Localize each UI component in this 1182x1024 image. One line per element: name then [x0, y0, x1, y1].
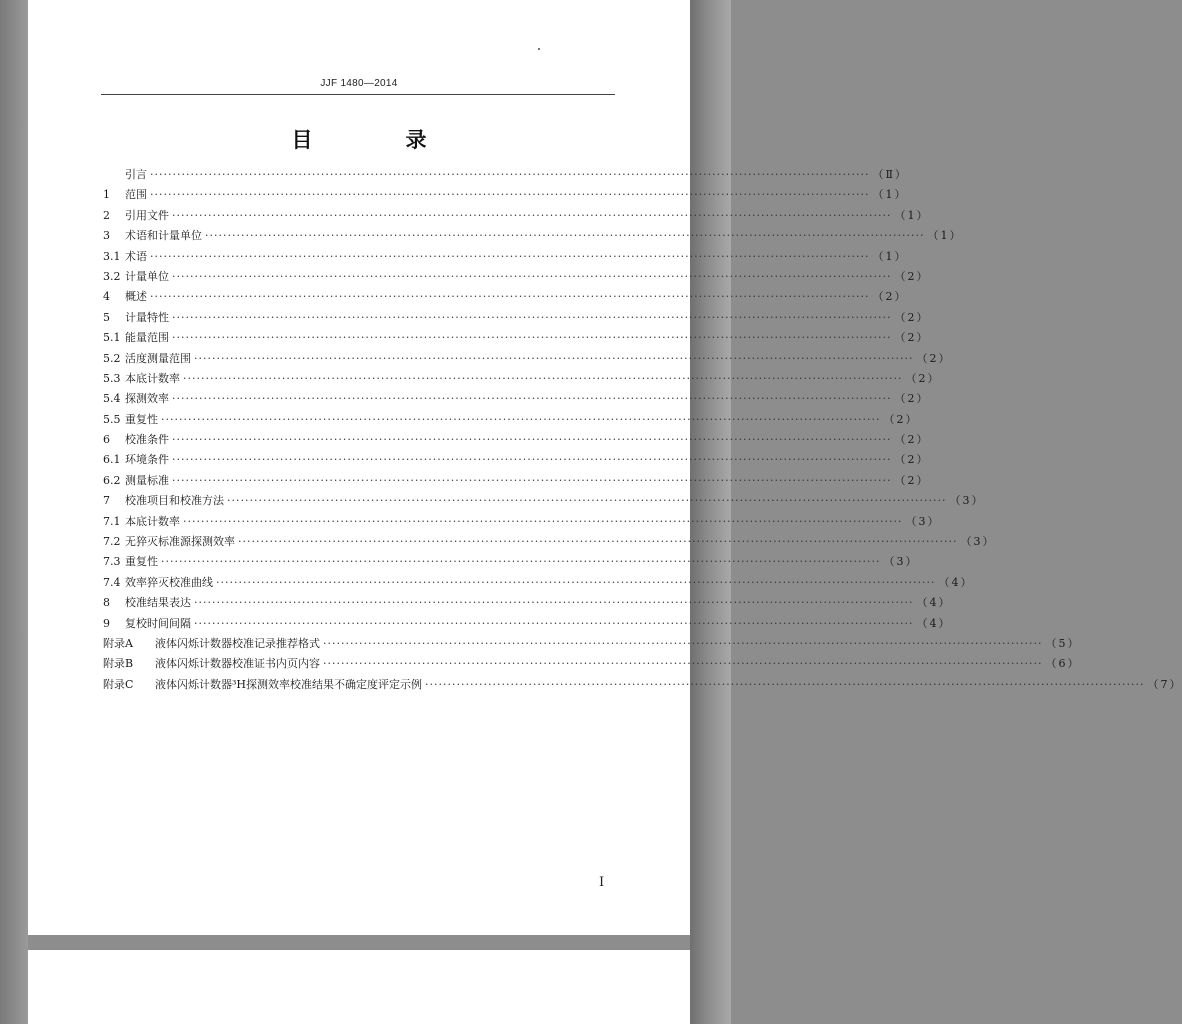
toc-entry-page: （3）: [905, 514, 941, 528]
toc-entry-page: （3）: [949, 494, 985, 508]
toc-entry-number: 6.2: [103, 473, 121, 487]
toc-entry-number: 3.2: [103, 269, 121, 283]
toc-entry[interactable]: [103, 593, 952, 613]
toc-entry-number: 3.1: [103, 249, 121, 263]
toc-entry-title: 环境条件: [125, 453, 169, 467]
toc-dot-leader: ································································································································································: [194, 616, 914, 630]
toc-entry-number: 7.1: [103, 514, 121, 528]
toc-dot-leader: ································································································································································: [172, 473, 892, 487]
toc-dot-leader: ································································································································································: [172, 453, 892, 467]
toc-entry-number: 8: [103, 596, 110, 610]
toc-entry[interactable]: [103, 267, 930, 287]
scan-speck: [538, 48, 540, 50]
toc-dot-leader: ································································································································································: [172, 269, 892, 283]
toc-entry[interactable]: [103, 675, 1182, 695]
toc-entry[interactable]: [103, 654, 1081, 674]
toc-entry-page: （1）: [894, 208, 930, 222]
toc-entry[interactable]: [103, 512, 941, 532]
toc-entry-title: 引用文件: [125, 208, 169, 222]
toc-entry-number: 7.4: [103, 575, 121, 589]
toc-entry[interactable]: [103, 634, 1081, 654]
toc-entry-title: 概述: [125, 290, 147, 304]
toc-entry-page: （Ⅱ）: [872, 168, 908, 181]
toc-entry-title: 引言: [125, 168, 147, 181]
toc-entry-number: 5.3: [103, 371, 121, 385]
toc-entry-number: 1: [103, 188, 110, 202]
toc-entry-title: 校准项目和校准方法: [125, 494, 224, 508]
toc-entry-title: 本底计数率: [125, 371, 180, 385]
toc-entry[interactable]: [103, 328, 930, 348]
toc-entry-title: 探测效率: [125, 392, 169, 406]
toc-dot-leader: ································································································································································: [150, 249, 870, 263]
toc-entry-page: （1）: [872, 249, 908, 263]
toc-entry-title: 能量范围: [125, 331, 169, 345]
toc-entry-page: （4）: [938, 575, 974, 589]
toc-entry[interactable]: [103, 308, 930, 328]
toc-dot-leader: ································································································································································: [172, 208, 892, 222]
toc-dot-leader: ································································································································································: [183, 371, 903, 385]
toc-dot-leader: ································································································································································: [172, 392, 892, 406]
toc-entry-title: 范围: [125, 188, 147, 202]
toc-entry-title: 复校时间间隔: [125, 616, 191, 630]
toc-entry-page: （2）: [894, 473, 930, 487]
toc-entry[interactable]: [103, 185, 908, 205]
viewer-background-left: [0, 0, 28, 1024]
toc-entry-page: （4）: [916, 596, 952, 610]
next-document-page: [28, 950, 690, 1024]
toc-entry-page: （2）: [894, 331, 930, 345]
toc-entry[interactable]: [103, 287, 908, 307]
toc-entry-number: 附录C: [103, 677, 134, 691]
toc-entry-page: （2）: [883, 412, 919, 426]
toc-entry-page: （2）: [905, 371, 941, 385]
toc-entry-number: 7.2: [103, 535, 121, 549]
toc-dot-leader: ································································································································································: [172, 310, 892, 324]
toc-dot-leader: ································································································································································: [161, 555, 881, 569]
document-page: [28, 0, 1182, 935]
toc-entry-page: （2）: [894, 433, 930, 447]
toc-dot-leader: ································································································································································: [150, 290, 870, 304]
toc-entry-title: 术语和计量单位: [125, 229, 202, 243]
toc-entry-page: （6）: [1045, 657, 1081, 671]
toc-dot-leader: ································································································································································: [194, 351, 914, 365]
toc-entry-number: 7: [103, 494, 110, 508]
toc-entry-page: （3）: [960, 535, 996, 549]
toc-entry-page: （4）: [916, 616, 952, 630]
toc-entry-page: （7）: [1147, 677, 1182, 691]
toc-entry[interactable]: [103, 552, 919, 572]
toc-entry[interactable]: [103, 532, 996, 552]
toc-entry-page: （2）: [894, 269, 930, 283]
toc-entry[interactable]: [103, 206, 930, 226]
toc-entry-title: 本底计数率: [125, 514, 180, 528]
toc-entry-title: 液体闪烁计数器校准记录推荐格式: [155, 636, 320, 650]
toc-entry[interactable]: [103, 614, 952, 634]
toc-entry-number: 3: [103, 229, 110, 243]
toc-entry[interactable]: [103, 450, 930, 470]
toc-entry-number: 5.2: [103, 351, 121, 365]
toc-entry-number: 附录A: [103, 636, 133, 650]
toc-entry-number: 2: [103, 208, 110, 222]
toc-entry-title: 测量标准: [125, 473, 169, 487]
running-header: JJF 1480—2014: [320, 78, 398, 89]
toc-entry-title: 重复性: [125, 555, 158, 569]
header-rule: [101, 94, 615, 95]
toc-dot-leader: ································································································································································: [172, 433, 892, 447]
toc-entry-title: 活度测量范围: [125, 351, 191, 365]
toc-entry-page: （3）: [883, 555, 919, 569]
toc-dot-leader: ································································································································································: [161, 412, 881, 426]
toc-entry-number: 5: [103, 310, 110, 324]
toc-entry-title: 计量单位: [125, 269, 169, 283]
toc-entry-title: 无猝灭标准源探测效率: [125, 535, 235, 549]
toc-dot-leader: ································································································································································: [238, 535, 958, 549]
toc-entry-number: 9: [103, 616, 110, 630]
toc-entry-page: （1）: [872, 188, 908, 202]
toc-dot-leader: ································································································································································: [150, 188, 870, 202]
toc-entry-title: 术语: [125, 249, 147, 263]
toc-entry-page: （2）: [894, 310, 930, 324]
toc-entry-number: 5.4: [103, 392, 121, 406]
toc-entry[interactable]: [103, 573, 974, 593]
toc-entry-title: 效率猝灭校准曲线: [125, 575, 213, 589]
toc-entry-number: 7.3: [103, 555, 121, 569]
toc-dot-leader: ································································································································································: [323, 636, 1043, 650]
toc-entry-title: 重复性: [125, 412, 158, 426]
toc-entry[interactable]: [103, 349, 952, 369]
table-of-contents: [103, 165, 1182, 695]
toc-entry-page: （1）: [927, 229, 963, 243]
toc-entry-page: （2）: [916, 351, 952, 365]
toc-dot-leader: ································································································································································: [172, 331, 892, 345]
toc-entry[interactable]: [103, 389, 930, 409]
toc-entry-page: （5）: [1045, 636, 1081, 650]
toc-entry-title: 液体闪烁计数器校准证书内页内容: [155, 657, 320, 671]
toc-entry-page: （2）: [894, 392, 930, 406]
toc-entry[interactable]: [103, 410, 919, 430]
toc-dot-leader: ································································································································································: [194, 596, 914, 610]
toc-entry-page: （2）: [872, 290, 908, 304]
toc-entry-page: （2）: [894, 453, 930, 467]
toc-entry-title: 液体闪烁计数器³H探测效率校准结果不确定度评定示例: [155, 677, 423, 691]
toc-entry[interactable]: [103, 491, 985, 511]
toc-dot-leader: ································································································································································: [183, 514, 903, 528]
toc-entry[interactable]: [103, 471, 930, 491]
toc-entry-title: 计量特性: [125, 310, 169, 324]
toc-entry[interactable]: [103, 165, 908, 185]
toc-entry-number: 5.5: [103, 412, 121, 426]
toc-entry-number: 附录B: [103, 657, 134, 671]
toc-entry-number: 4: [103, 290, 110, 304]
toc-entry-title: 校准条件: [125, 433, 169, 447]
toc-dot-leader: ································································································································································: [227, 494, 947, 508]
toc-entry-number: 5.1: [103, 331, 121, 345]
toc-dot-leader: ································································································································································: [205, 229, 925, 243]
toc-dot-leader: ································································································································································: [425, 677, 1145, 691]
toc-entry[interactable]: [103, 369, 941, 389]
page-number: I: [599, 875, 605, 890]
toc-entry[interactable]: [103, 247, 908, 267]
page-title: 目 录: [291, 127, 463, 152]
toc-entry-title: 校准结果表达: [125, 596, 191, 610]
toc-entry[interactable]: [103, 226, 963, 246]
toc-entry-number: 6: [103, 433, 110, 447]
toc-dot-leader: ································································································································································: [323, 657, 1043, 671]
toc-entry-number: 6.1: [103, 453, 121, 467]
toc-dot-leader: ································································································································································: [150, 168, 870, 181]
toc-dot-leader: ································································································································································: [216, 575, 936, 589]
toc-entry[interactable]: [103, 430, 930, 450]
